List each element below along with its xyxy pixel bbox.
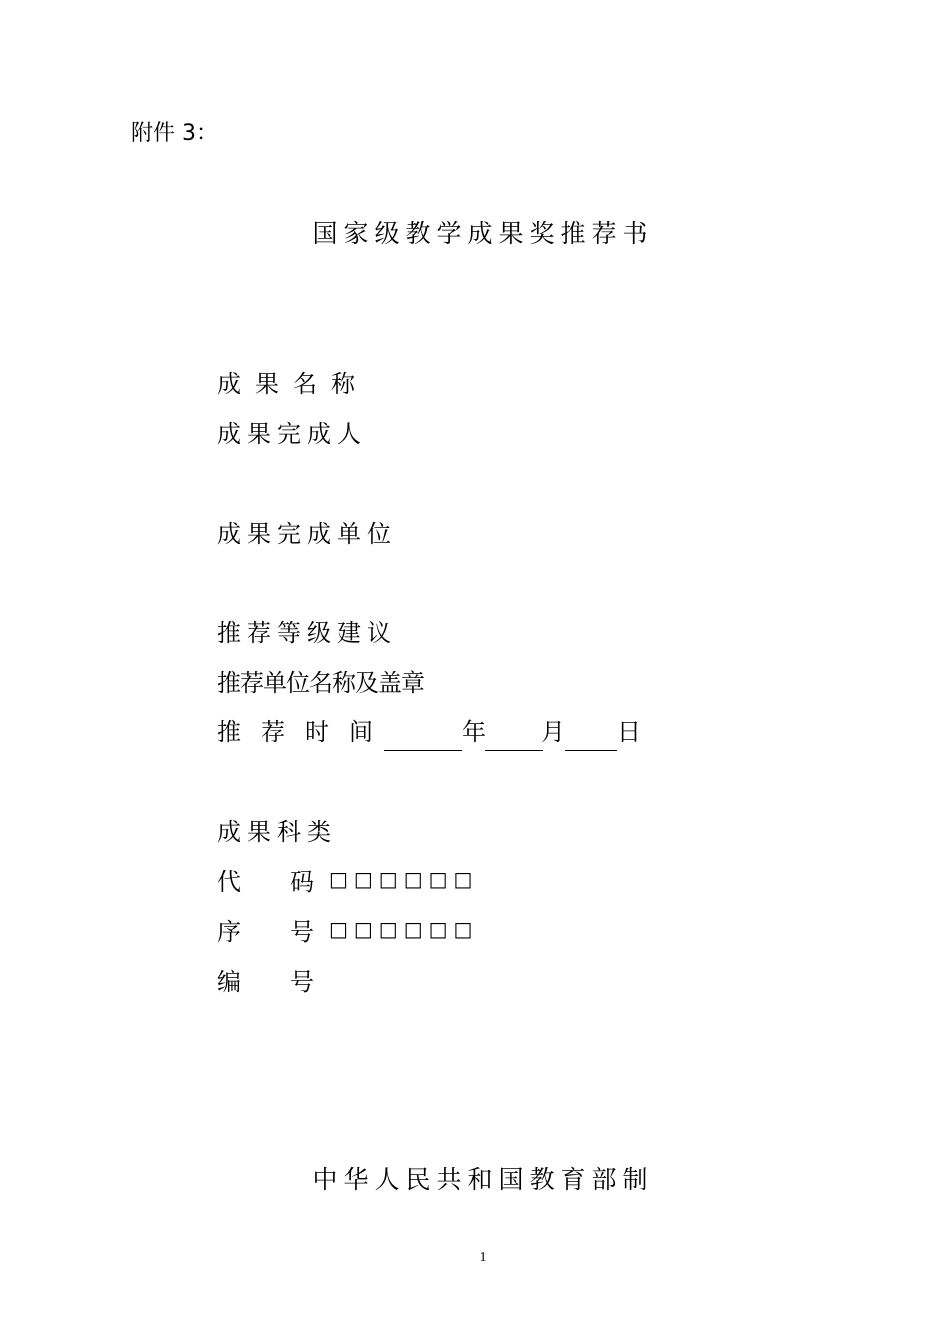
seq-boxes[interactable]: □□□□□□ [329, 917, 479, 941]
month-label: 月 [541, 718, 565, 746]
document-title: 国家级教学成果奖推荐书 [312, 219, 654, 248]
field-achievers: 成果完成人 [217, 420, 367, 448]
code-boxes[interactable]: □□□□□□ [329, 867, 479, 891]
num-label-2: 号 [290, 968, 314, 996]
field-recommend-time: 推荐时间 [217, 718, 393, 746]
seq-label-2: 号 [290, 918, 314, 946]
page-number: 1 [479, 1250, 487, 1265]
field-achieving-unit: 成果完成单位 [217, 520, 397, 548]
day-blank[interactable] [565, 750, 617, 751]
year-blank[interactable] [384, 750, 462, 751]
year-label: 年 [462, 718, 486, 746]
code-label-1: 代 [217, 868, 241, 896]
day-label: 日 [617, 718, 641, 746]
field-suggested-level: 推荐等级建议 [217, 619, 397, 647]
seq-label-1: 序 [217, 918, 241, 946]
month-blank[interactable] [485, 750, 543, 751]
issuer-line: 中华人民共和国教育部制 [312, 1165, 654, 1194]
field-recommending-unit: 推荐单位名称及盖章 [217, 669, 424, 697]
field-subject-category: 成果科类 [217, 818, 337, 846]
field-achievement-name: 成果名称 [217, 370, 369, 398]
code-label-2: 码 [290, 868, 314, 896]
attachment-label: 附件 3： [131, 121, 218, 146]
num-label-1: 编 [217, 968, 241, 996]
